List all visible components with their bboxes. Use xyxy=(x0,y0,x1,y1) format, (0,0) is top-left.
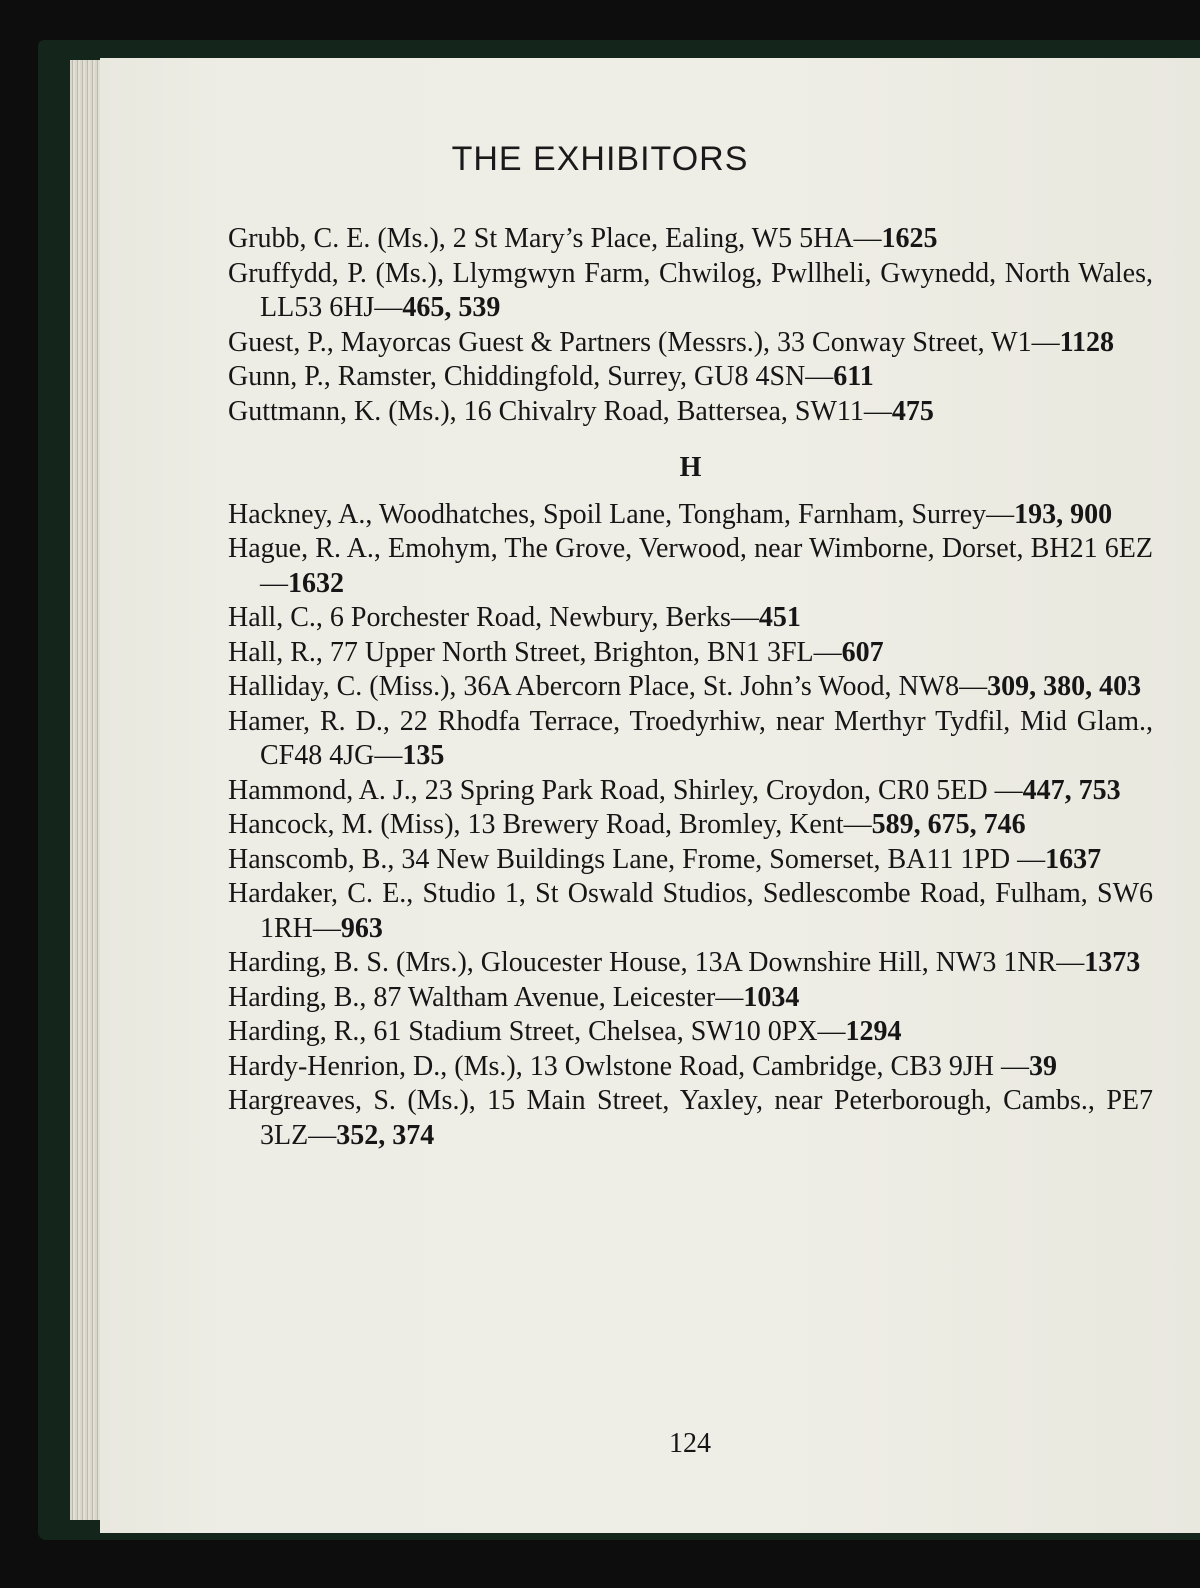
entry-text: Harding, B. S. (Mrs.), Gloucester House, 13A Downshire Hill, NW3 1NR— xyxy=(228,947,1085,978)
list-item xyxy=(228,981,1153,1016)
entry-text: Hall, C., 6 Porchester Road, Newbury, Berks— xyxy=(228,602,759,633)
entry-text: Hardy-Henrion, D., (Ms.), 13 Owlstone Road, Cambridge, CB3 9JH — xyxy=(228,1050,1030,1082)
entry-numbers: 447, 753 xyxy=(1022,774,1121,806)
entry-numbers: 1625 xyxy=(881,223,938,254)
entry-numbers: 39 xyxy=(1029,1050,1058,1082)
list-item xyxy=(228,705,1153,774)
list-item xyxy=(228,877,1153,946)
page-title: THE EXHIBITORS xyxy=(451,140,749,178)
list-item xyxy=(228,946,1153,981)
page-edges xyxy=(70,60,104,1520)
list-item xyxy=(228,395,1153,430)
list-item xyxy=(228,498,1153,533)
entry-numbers: 193, 900 xyxy=(1014,498,1113,530)
list-item xyxy=(228,222,1153,257)
exhibitor-list xyxy=(228,222,1153,1153)
entry-numbers: 1034 xyxy=(743,981,800,1013)
entry-text: Hargreaves, S. (Ms.), 15 Main Street, Yaxley, near Peterborough, Cambs., PE7 3LZ— xyxy=(228,1085,1153,1151)
list-item xyxy=(228,636,1153,671)
entry-text: Hamer, R. D., 22 Rhodfa Terrace, Troedyrhiw, near Merthyr Tydfil, Mid Glam., CF48 4JG— xyxy=(228,705,1153,771)
section-heading-h: H xyxy=(679,452,702,483)
entry-text: Guttmann, K. (Ms.), 16 Chivalry Road, Battersea, SW11— xyxy=(228,395,892,427)
entry-numbers: 1294 xyxy=(845,1016,902,1047)
list-item xyxy=(228,532,1153,601)
entry-numbers: 607 xyxy=(841,636,884,668)
entry-numbers: 465, 539 xyxy=(402,292,501,323)
entry-text: Hardaker, C. E., Studio 1, St Oswald Studios, Sedlescombe Road, Fulham, SW6 1RH— xyxy=(228,878,1153,944)
list-item xyxy=(228,601,1153,636)
list-item xyxy=(228,1084,1153,1153)
entry-text: Halliday, C. (Miss.), 36A Abercorn Place, St. John’s Wood, NW8— xyxy=(228,671,988,702)
page-number: 124 xyxy=(669,1428,711,1459)
entry-text: Harding, B., 87 Waltham Avenue, Leicester— xyxy=(228,981,744,1013)
list-item xyxy=(228,1015,1153,1050)
list-item xyxy=(228,774,1153,809)
entry-text: Hammond, A. J., 23 Spring Park Road, Shirley, Croydon, CR0 5ED — xyxy=(228,774,1023,806)
list-item xyxy=(228,1050,1153,1085)
entry-text: Gruffydd, P. (Ms.), Llymgwyn Farm, Chwilog, Pwllheli, Gwynedd, North Wales, LL53 6HJ— xyxy=(228,257,1153,323)
list-item xyxy=(228,257,1153,326)
entry-numbers: 135 xyxy=(402,740,445,771)
entry-numbers: 352, 374 xyxy=(336,1119,435,1151)
list-item xyxy=(228,843,1153,878)
entry-text: Hancock, M. (Miss), 13 Brewery Road, Bromley, Kent— xyxy=(228,809,872,840)
list-item xyxy=(228,808,1153,843)
entry-numbers: 1128 xyxy=(1059,326,1115,358)
list-item xyxy=(228,360,1153,395)
list-item xyxy=(228,326,1153,361)
list-item xyxy=(228,670,1153,705)
entry-numbers: 1632 xyxy=(288,567,344,599)
entry-numbers: 309, 380, 403 xyxy=(987,671,1142,702)
entry-text: Gunn, P., Ramster, Chiddingfold, Surrey, GU8 4SN— xyxy=(228,361,834,392)
entry-numbers: 589, 675, 746 xyxy=(871,809,1026,840)
entry-numbers: 963 xyxy=(340,912,383,944)
entry-text: Harding, R., 61 Stadium Street, Chelsea, SW10 0PX— xyxy=(228,1016,846,1047)
entry-numbers: 1637 xyxy=(1045,843,1102,875)
entry-text: Hague, R. A., Emohym, The Grove, Verwood, near Wimborne, Dorset, BH21 6EZ— xyxy=(228,533,1153,599)
entry-numbers: 611 xyxy=(833,361,874,392)
entry-text: Hall, R., 77 Upper North Street, Brighton, BN1 3FL— xyxy=(228,636,842,668)
entry-text: Guest, P., Mayorcas Guest & Partners (Messrs.), 33 Conway Street, W1— xyxy=(228,326,1060,358)
entry-text: Hanscomb, B., 34 New Buildings Lane, Frome, Somerset, BA11 1PD — xyxy=(228,843,1046,875)
entry-numbers: 475 xyxy=(891,395,934,427)
entry-text: Hackney, A., Woodhatches, Spoil Lane, Tongham, Farnham, Surrey— xyxy=(228,498,1015,530)
entry-text: Grubb, C. E. (Ms.), 2 St Mary’s Place, Ealing, W5 5HA— xyxy=(228,223,882,254)
entry-numbers: 1373 xyxy=(1084,947,1141,978)
entry-numbers: 451 xyxy=(758,602,801,633)
